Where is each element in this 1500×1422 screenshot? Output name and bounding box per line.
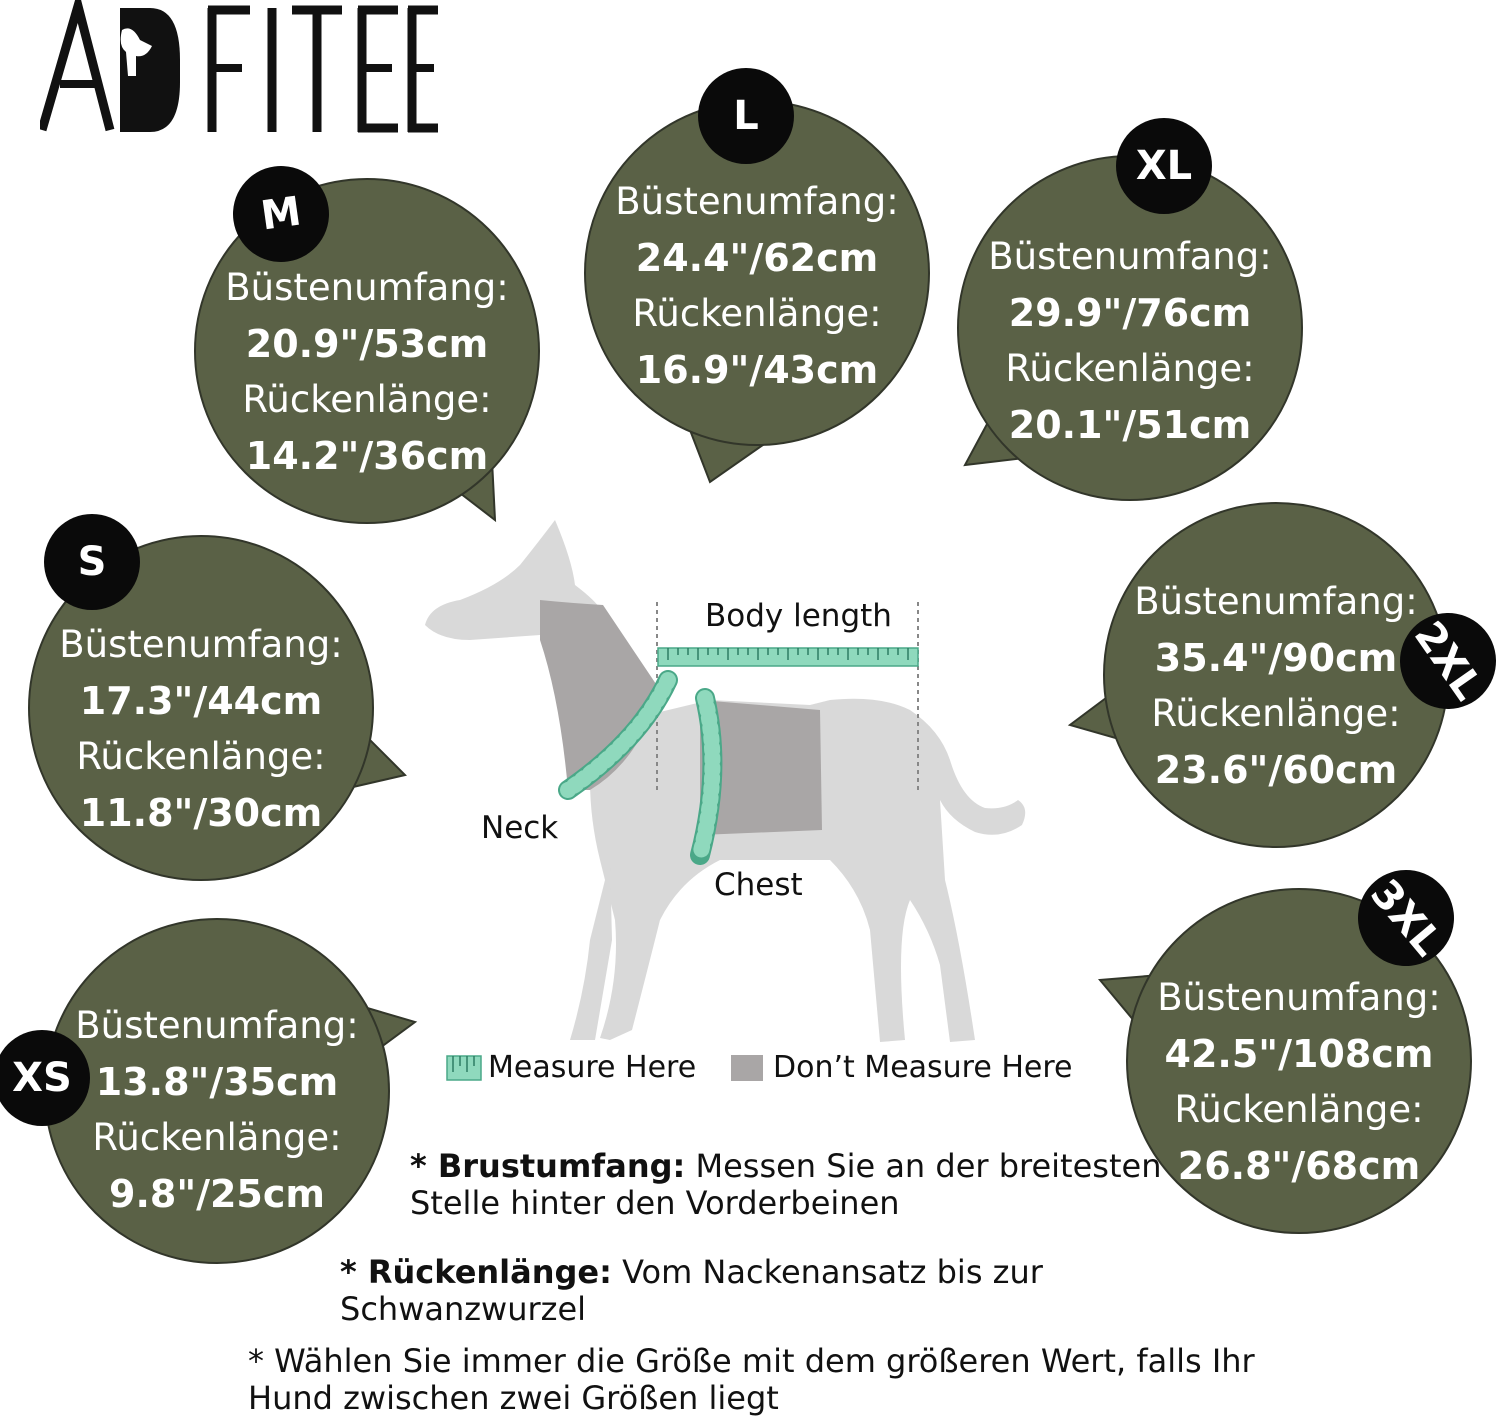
chest-value: 42.5"/108cm [1164, 1032, 1434, 1076]
note-chest-text: Messen Sie an der breitesten Stelle hinter den Vorderbeinen [410, 1147, 1162, 1222]
chest-label: Büstenumfang: [75, 1004, 359, 1047]
chest-value: 29.9"/76cm [1008, 291, 1252, 335]
back-label: Rückenlänge: [1151, 692, 1401, 735]
back-value: 23.6"/60cm [1154, 748, 1398, 792]
note-chest [410, 1148, 1170, 1222]
size-badge-m: M [227, 160, 335, 268]
legend-dont-measure-here: Don’t Measure Here [773, 1050, 1073, 1085]
back-label: Rückenlänge: [1174, 1088, 1424, 1131]
neck-label: Neck [481, 810, 559, 846]
note-back-title: * Rückenlänge: [340, 1253, 612, 1291]
back-label: Rückenlänge: [92, 1116, 342, 1159]
legend-measure-here: Measure Here [488, 1050, 697, 1085]
size-badge-xs: XS [0, 1030, 90, 1126]
chest-label: Büstenumfang: [988, 235, 1272, 278]
chest-label: Büstenumfang: [615, 180, 899, 223]
back-value: 9.8"/25cm [109, 1172, 325, 1216]
chest-label: Chest [714, 867, 803, 903]
back-value: 11.8"/30cm [79, 791, 323, 835]
note-chest-title: * Brustumfang: [410, 1147, 686, 1185]
size-badge-2xl: 2XL [1381, 594, 1500, 728]
back-label: Rückenlänge: [242, 378, 492, 421]
body-length-label: Body length [705, 598, 892, 634]
measure-here-icon [447, 1056, 481, 1080]
back-label: Rückenlänge: [632, 292, 882, 335]
size-badge-l: L [698, 68, 794, 164]
back-value: 16.9"/43cm [635, 348, 879, 392]
size-badge-xl: XL [1116, 118, 1212, 214]
size-badge-3xl: 3XL [1338, 850, 1473, 985]
note-back [340, 1254, 1080, 1328]
back-value: 20.1"/51cm [1008, 403, 1252, 447]
chest-value: 35.4"/90cm [1154, 636, 1398, 680]
back-label: Rückenlänge: [76, 735, 326, 778]
note-back-text: Vom Nackenansatz bis zur Schwanzwurzel [340, 1253, 1043, 1328]
size-badge-s: S [44, 514, 140, 610]
back-value: 14.2"/36cm [245, 434, 489, 478]
chest-value: 24.4"/62cm [635, 236, 879, 280]
dont-measure-here-icon [731, 1055, 763, 1081]
chest-value: 20.9"/53cm [245, 322, 489, 366]
chest-value: 13.8"/35cm [95, 1060, 339, 1104]
chest-label: Büstenumfang: [225, 266, 509, 309]
chest-label: Büstenumfang: [1134, 580, 1418, 623]
chest-label: Büstenumfang: [1157, 976, 1441, 1019]
back-value: 26.8"/68cm [1177, 1144, 1421, 1188]
back-label: Rückenlänge: [1005, 347, 1255, 390]
chest-label: Büstenumfang: [59, 623, 343, 666]
chest-value: 17.3"/44cm [79, 679, 323, 723]
note-general: * Wählen Sie immer die Größe mit dem größeren Wert, falls Ihr Hund zwischen zwei Größen liegt [248, 1342, 1255, 1417]
